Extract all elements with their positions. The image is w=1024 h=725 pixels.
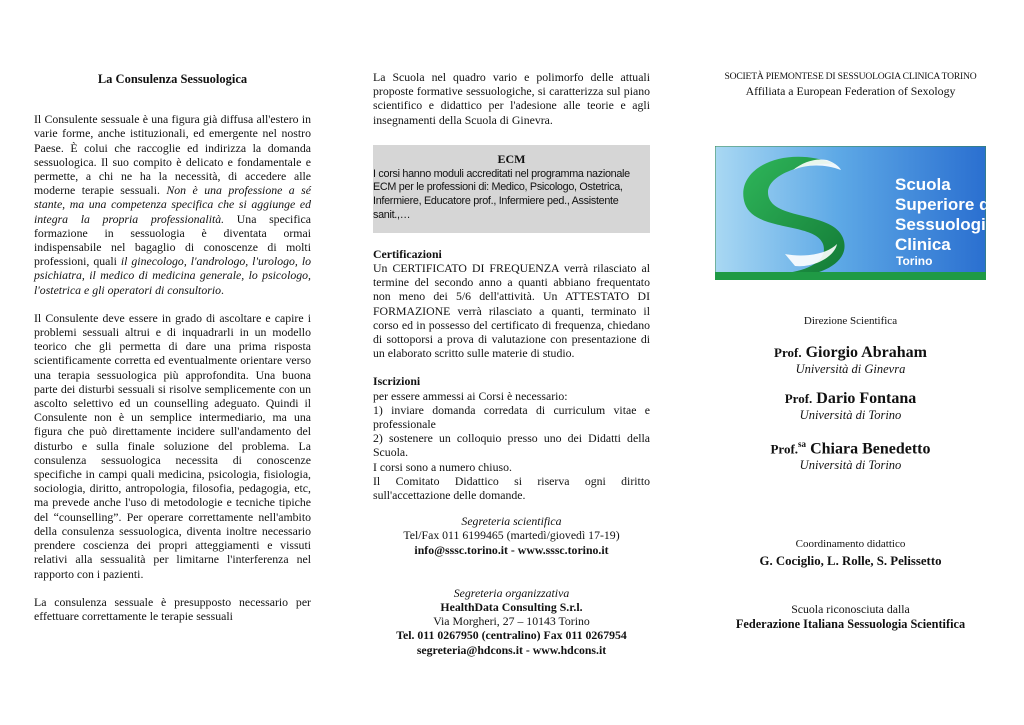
school-logo — [715, 146, 986, 280]
column-right — [708, 70, 993, 631]
logo-text-line: Scuola — [895, 175, 951, 195]
school-logo-graphic — [715, 146, 986, 280]
coordination-label: Coordinamento didattico — [795, 537, 906, 550]
column-middle — [373, 70, 650, 657]
professor-name — [708, 343, 993, 362]
section-title: La Consulenza Sessuologica — [97, 72, 248, 86]
prof-title-suffix: sa — [798, 438, 807, 449]
society-name: SOCIETÀ PIEMONTESE DI SESSUOLOGIA CLINICA TORINO — [724, 71, 977, 82]
column-left — [34, 70, 311, 623]
organizing-address: Via Morgheri, 27 – 10143 Torino — [433, 614, 590, 629]
consultant-paragraph: Il Consulente deve essere in grado di ascoltare e capire i problemi sessuali altrui e di inquadrarli in un modello teorico che gli permetta di dare una prima risposta scientificamente corretta ed eventualmente orientare verso una terapia sessuologica più approfondita. Una buona parte dei disturbi sessuali si risolve semplicemente con un ascolto selettivo ed un counselling adeguato. Quindi il Consulente non è un semplice intermediario, ma una figura che può direttamente incidere sull'andamento del disturbo e sulla finale soluzione del problema. La consulenza sessuologica necessita di conoscenze specifiche in campi quali medicina, psicologia, fisiologia, sociologia, diritto, antropologia, filosofia, pedagogia, etc, ma prevede anche l'uso di metodologie e tecniche tipiche del “counselling”. Per operare correttamente nell'ambito della consulenza sessuologica, diventa inoltre necessario prendere coscienza dei propri atteggiamenti e vissuti relativi alla sessualità per limitarne l'interferenza nel rapporto con i pazienti. — [34, 310, 311, 581]
scientific-secretariat-label: Segreteria scientifica — [461, 514, 562, 529]
text-run-italic: Non è una professione a sé stante, ma una competenza specifica che si aggiunge ed integra la propria professionalità. — [34, 183, 311, 226]
prof-name: Giorgio Abraham — [805, 343, 927, 361]
enrollment-heading: Iscrizioni — [373, 374, 421, 389]
affiliation: Affiliata a European Federation of Sexology — [745, 84, 956, 99]
text-run: . — [221, 282, 224, 297]
professor-university: Università di Torino — [799, 407, 902, 422]
prof-name: Chiara Benedetto — [810, 439, 931, 457]
certifications-text: Un CERTIFICATO DI FREQUENZA verrà rilasciato al termine del secondo anno a quanti abbiano frequentato non meno dei 5/6 dell'attività. Un ATTESTATO DI FORMAZIONE verrà rilasciato a quanti, terminato il corso ed in possesso del certificato di frequenza, chiedano di sottoporsi a prova di valutazione con presentazione di un elaborato scritto sulle materie di studio. — [373, 261, 650, 361]
ecm-box — [373, 145, 650, 233]
organizing-secretariat-label: Segreteria organizzativa — [453, 585, 570, 600]
organizing-company: HealthData Consulting S.r.l. — [440, 600, 583, 615]
professor-name — [708, 389, 993, 408]
school-intro: La Scuola nel quadro vario e polimorfo delle attuali proposte formative sessuologiche, si caratterizza sul piano scientifico e didattico per l'adesione alle teorie e agli insegnamenti della Scuola di Ginevra. — [373, 70, 650, 127]
enrollment-line: I corsi sono a numero chiuso. — [373, 459, 512, 474]
logo-city: Torino — [896, 254, 933, 269]
prof-title: Prof. — [784, 390, 813, 406]
enrollment-line: 1) inviare domanda corredata di curriculum vitae e professionale — [373, 402, 650, 432]
certifications-heading: Certificazioni — [373, 246, 442, 261]
organizing-contact[interactable]: segreteria@hdcons.it - www.hdcons.it — [416, 642, 607, 657]
professor-university: Università di Ginevra — [795, 361, 906, 376]
logo-text-line: Sessuologia — [895, 215, 986, 235]
text-run: Una specifica formazione in sessuologia è diventata ormai indispensabile nel bagaglio di conoscenze di molti professioni, quali — [34, 211, 311, 269]
direction-label: Direzione Scientifica — [803, 315, 898, 328]
recognized-label: Scuola riconosciuta dalla — [791, 602, 910, 617]
professor-name — [708, 435, 993, 458]
logo-text-line: Clinica — [895, 235, 951, 255]
closing-paragraph: La consulenza sessuale è presupposto necessario per effettuare correttamente le terapie sessuali — [34, 594, 311, 623]
text-run: Il Consulente sessuale è una figura già diffusa all'estero in varie forme, anche istituzionali, ed emergente nel nostro Paese. È colui che raccoglie ed indirizza la domanda sessuologica. Il suo compito è delicato e fondamentale e permette, a chi ne ha la necessità, di accedere alle moderne terapie sessuali. — [34, 112, 311, 198]
enrollment-line: Il Comitato Didattico si riserva ogni diritto sull'accettazione delle domande. — [373, 473, 650, 503]
scientific-secretariat-contact[interactable]: info@sssc.torino.it - www.sssc.torino.it — [414, 542, 609, 557]
professor-university: Università di Torino — [799, 457, 902, 472]
text-run-italic: il ginecologo, l'andrologo, l'urologo, lo psichiatra, il medico di medicina generale, lo psicologo, l'ostetrica e gli operatori di consultorio — [34, 254, 311, 297]
prof-title: Prof. — [774, 344, 802, 360]
coordination-names: G. Cociglio, L. Rolle, S. Pelissetto — [759, 554, 942, 569]
enrollment-line: per essere ammessi ai Corsi è necessario: — [373, 388, 568, 403]
organizing-phone: Tel. 011 0267950 (centralino) Fax 011 0267954 — [396, 628, 627, 643]
intro-paragraph — [34, 112, 311, 297]
enrollment-line: 2) sostenere un colloquio presso uno dei Didatti della Scuola. — [373, 431, 650, 460]
ecm-title: ECM — [497, 151, 526, 166]
scientific-secretariat-phone: Tel/Fax 011 6199465 (martedì/giovedì 17-19) — [403, 528, 620, 543]
federation-name: Federazione Italiana Sessuologia Scientifica — [735, 616, 966, 631]
ecm-text: I corsi hanno moduli accreditati nel programma nazionale ECM per le professioni di: Medico, Psicologo, Ostetrica, Infermiere, Educatore prof., Infermiere ped., Assistente sanit.,… — [373, 167, 630, 221]
prof-title: Prof. — [770, 440, 799, 456]
prof-name: Dario Fontana — [816, 389, 917, 407]
logo-text-line: Superiore di — [895, 195, 986, 215]
